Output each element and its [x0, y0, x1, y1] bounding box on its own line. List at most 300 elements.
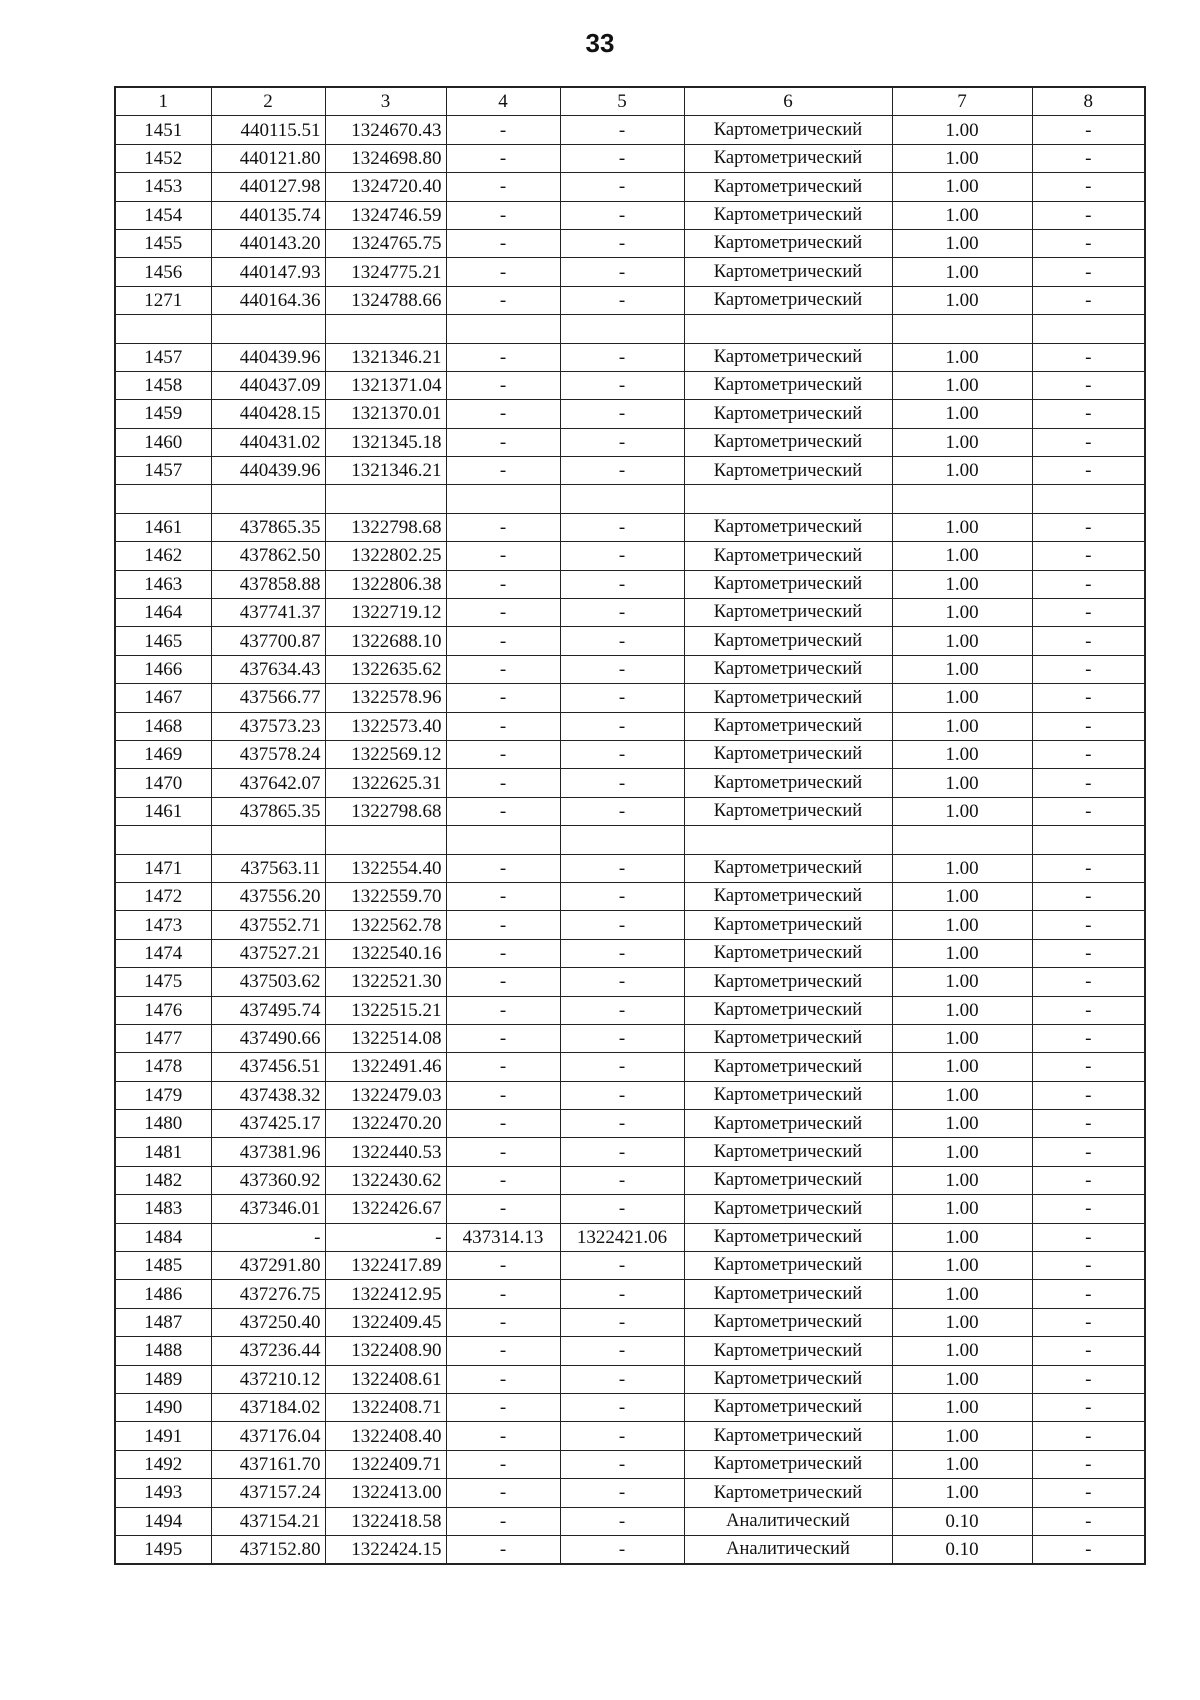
cell-col-3: 1322802.25: [325, 542, 446, 570]
column-header-2: 2: [211, 87, 325, 116]
cell-col-4: -: [446, 968, 560, 996]
cell-col-6: Картометрический: [684, 371, 892, 399]
cell-col-7: 1.00: [892, 599, 1032, 627]
cell-col-8: -: [1032, 229, 1145, 257]
cell-col-8: -: [1032, 1138, 1145, 1166]
cell-col-4: -: [446, 1280, 560, 1308]
cell-col-8: -: [1032, 371, 1145, 399]
table-row: [115, 627, 1145, 655]
cell-col-7: 0.10: [892, 1535, 1032, 1564]
cell-col-3: 1324788.66: [325, 286, 446, 314]
cell-col-3: 1322578.96: [325, 684, 446, 712]
cell-col-7: 1.00: [892, 1365, 1032, 1393]
cell-col-8: -: [1032, 627, 1145, 655]
cell-col-7: 1.00: [892, 258, 1032, 286]
separator-row: [115, 485, 1145, 513]
cell-col-3: [325, 826, 446, 854]
cell-col-5: -: [560, 542, 684, 570]
cell-col-3: 1322413.00: [325, 1479, 446, 1507]
cell-col-8: -: [1032, 343, 1145, 371]
cell-col-4: -: [446, 599, 560, 627]
cell-col-4: -: [446, 371, 560, 399]
cell-col-1: 1456: [115, 258, 211, 286]
cell-col-6: Картометрический: [684, 428, 892, 456]
table-row: [115, 1110, 1145, 1138]
cell-col-6: Картометрический: [684, 627, 892, 655]
cell-col-2: 437700.87: [211, 627, 325, 655]
cell-col-4: -: [446, 201, 560, 229]
cell-col-1: 1460: [115, 428, 211, 456]
cell-col-7: 1.00: [892, 1308, 1032, 1336]
cell-col-2: 440143.20: [211, 229, 325, 257]
column-header-1: 1: [115, 87, 211, 116]
cell-col-8: -: [1032, 513, 1145, 541]
cell-col-2: 437573.23: [211, 712, 325, 740]
table-row: [115, 1081, 1145, 1109]
cell-col-6: Картометрический: [684, 996, 892, 1024]
cell-col-3: 1321371.04: [325, 371, 446, 399]
table-row: [115, 1365, 1145, 1393]
cell-col-8: -: [1032, 428, 1145, 456]
cell-col-4: -: [446, 882, 560, 910]
cell-col-6: Картометрический: [684, 1024, 892, 1052]
cell-col-7: 1.00: [892, 968, 1032, 996]
cell-col-7: 1.00: [892, 201, 1032, 229]
table-row: [115, 655, 1145, 683]
cell-col-5: -: [560, 1024, 684, 1052]
cell-col-3: 1322408.71: [325, 1393, 446, 1421]
cell-col-4: -: [446, 1365, 560, 1393]
cell-col-4: -: [446, 712, 560, 740]
cell-col-5: -: [560, 939, 684, 967]
cell-col-2: 437858.88: [211, 570, 325, 598]
cell-col-2: 437210.12: [211, 1365, 325, 1393]
table-row: [115, 229, 1145, 257]
cell-col-8: -: [1032, 712, 1145, 740]
cell-col-6: Аналитический: [684, 1535, 892, 1564]
cell-col-3: 1322491.46: [325, 1053, 446, 1081]
table-row: [115, 911, 1145, 939]
cell-col-1: [115, 485, 211, 513]
cell-col-7: 1.00: [892, 1280, 1032, 1308]
cell-col-6: Картометрический: [684, 1365, 892, 1393]
cell-col-8: -: [1032, 740, 1145, 768]
cell-col-6: Картометрический: [684, 286, 892, 314]
cell-col-5: -: [560, 797, 684, 825]
cell-col-6: Картометрический: [684, 1450, 892, 1478]
cell-col-1: 1451: [115, 116, 211, 144]
table-row: [115, 1024, 1145, 1052]
cell-col-6: Картометрический: [684, 570, 892, 598]
cell-col-4: -: [446, 428, 560, 456]
cell-col-3: 1324746.59: [325, 201, 446, 229]
cell-col-5: -: [560, 627, 684, 655]
cell-col-7: 1.00: [892, 740, 1032, 768]
cell-col-3: 1322408.40: [325, 1422, 446, 1450]
cell-col-1: 1475: [115, 968, 211, 996]
cell-col-2: 440115.51: [211, 116, 325, 144]
table-row: [115, 1138, 1145, 1166]
cell-col-4: -: [446, 684, 560, 712]
cell-col-8: -: [1032, 201, 1145, 229]
cell-col-7: 1.00: [892, 457, 1032, 485]
cell-col-7: [892, 826, 1032, 854]
cell-col-3: 1322719.12: [325, 599, 446, 627]
cell-col-5: -: [560, 1479, 684, 1507]
cell-col-6: Картометрический: [684, 201, 892, 229]
cell-col-1: 1489: [115, 1365, 211, 1393]
cell-col-8: -: [1032, 1081, 1145, 1109]
cell-col-8: -: [1032, 1308, 1145, 1336]
cell-col-6: Картометрический: [684, 343, 892, 371]
cell-col-1: 1455: [115, 229, 211, 257]
cell-col-7: 1.00: [892, 1053, 1032, 1081]
cell-col-6: Картометрический: [684, 229, 892, 257]
page-number: 33: [585, 28, 615, 58]
cell-col-4: -: [446, 173, 560, 201]
cell-col-6: Картометрический: [684, 1308, 892, 1336]
table-row: [115, 1479, 1145, 1507]
cell-col-5: [560, 485, 684, 513]
cell-col-5: -: [560, 1535, 684, 1564]
cell-col-6: Картометрический: [684, 1081, 892, 1109]
cell-col-7: 1.00: [892, 911, 1032, 939]
cell-col-1: 1494: [115, 1507, 211, 1535]
cell-col-7: 1.00: [892, 996, 1032, 1024]
cell-col-1: 1469: [115, 740, 211, 768]
cell-col-1: 1452: [115, 144, 211, 172]
cell-col-1: 1465: [115, 627, 211, 655]
cell-col-5: -: [560, 400, 684, 428]
cell-col-7: 1.00: [892, 229, 1032, 257]
cell-col-3: 1322625.31: [325, 769, 446, 797]
table-row: [115, 1252, 1145, 1280]
cell-col-2: 437552.71: [211, 911, 325, 939]
cell-col-4: -: [446, 1053, 560, 1081]
cell-col-7: 1.00: [892, 173, 1032, 201]
cell-col-8: -: [1032, 968, 1145, 996]
cell-col-6: Картометрический: [684, 1422, 892, 1450]
cell-col-1: 1453: [115, 173, 211, 201]
cell-col-6: Картометрический: [684, 1223, 892, 1251]
table-row: [115, 542, 1145, 570]
cell-col-8: -: [1032, 684, 1145, 712]
cell-col-4: -: [446, 1110, 560, 1138]
cell-col-3: 1322408.90: [325, 1337, 446, 1365]
cell-col-5: -: [560, 428, 684, 456]
cell-col-2: 437456.51: [211, 1053, 325, 1081]
cell-col-3: 1322806.38: [325, 570, 446, 598]
cell-col-2: 437425.17: [211, 1110, 325, 1138]
cell-col-4: -: [446, 343, 560, 371]
cell-col-3: 1321345.18: [325, 428, 446, 456]
cell-col-1: 1470: [115, 769, 211, 797]
cell-col-8: -: [1032, 1450, 1145, 1478]
cell-col-3: 1322430.62: [325, 1166, 446, 1194]
cell-col-2: 437291.80: [211, 1252, 325, 1280]
table-row: [115, 116, 1145, 144]
table-row: [115, 513, 1145, 541]
cell-col-6: Картометрический: [684, 1280, 892, 1308]
cell-col-4: -: [446, 1308, 560, 1336]
cell-col-4: [446, 315, 560, 343]
cell-col-6: [684, 315, 892, 343]
table-row: [115, 1195, 1145, 1223]
cell-col-5: -: [560, 655, 684, 683]
cell-col-2: 437642.07: [211, 769, 325, 797]
cell-col-8: -: [1032, 797, 1145, 825]
cell-col-8: [1032, 826, 1145, 854]
table-row: [115, 1308, 1145, 1336]
cell-col-2: 437161.70: [211, 1450, 325, 1478]
cell-col-3: 1324720.40: [325, 173, 446, 201]
cell-col-5: -: [560, 1337, 684, 1365]
cell-col-5: -: [560, 343, 684, 371]
cell-col-6: Картометрический: [684, 1110, 892, 1138]
cell-col-4: -: [446, 1337, 560, 1365]
cell-col-1: 1473: [115, 911, 211, 939]
column-header-8: 8: [1032, 87, 1145, 116]
table-body: [115, 116, 1145, 1564]
cell-col-4: -: [446, 1081, 560, 1109]
cell-col-5: -: [560, 1110, 684, 1138]
separator-row: [115, 826, 1145, 854]
cell-col-2: 437250.40: [211, 1308, 325, 1336]
table-row: [115, 1053, 1145, 1081]
cell-col-1: [115, 826, 211, 854]
cell-col-3: 1321370.01: [325, 400, 446, 428]
cell-col-6: Картометрический: [684, 797, 892, 825]
cell-col-2: 440439.96: [211, 457, 325, 485]
cell-col-8: -: [1032, 882, 1145, 910]
cell-col-6: Картометрический: [684, 939, 892, 967]
cell-col-5: -: [560, 258, 684, 286]
cell-col-3: [325, 315, 446, 343]
cell-col-4: -: [446, 769, 560, 797]
cell-col-2: 437381.96: [211, 1138, 325, 1166]
cell-col-8: -: [1032, 570, 1145, 598]
cell-col-8: -: [1032, 655, 1145, 683]
cell-col-4: -: [446, 144, 560, 172]
cell-col-6: Картометрический: [684, 882, 892, 910]
cell-col-6: Картометрический: [684, 1479, 892, 1507]
cell-col-5: -: [560, 1195, 684, 1223]
cell-col-3: -: [325, 1223, 446, 1251]
cell-col-3: 1322409.45: [325, 1308, 446, 1336]
cell-col-8: -: [1032, 1053, 1145, 1081]
cell-col-6: Картометрический: [684, 1053, 892, 1081]
cell-col-6: Картометрический: [684, 599, 892, 627]
cell-col-4: -: [446, 513, 560, 541]
table-row: [115, 173, 1145, 201]
cell-col-5: -: [560, 229, 684, 257]
table-row: [115, 1337, 1145, 1365]
table-row: [115, 1507, 1145, 1535]
cell-col-5: -: [560, 712, 684, 740]
cell-col-8: -: [1032, 400, 1145, 428]
cell-col-6: Картометрический: [684, 457, 892, 485]
cell-col-8: -: [1032, 542, 1145, 570]
cell-col-1: 1479: [115, 1081, 211, 1109]
cell-col-4: -: [446, 1535, 560, 1564]
cell-col-7: 1.00: [892, 400, 1032, 428]
cell-col-1: 1485: [115, 1252, 211, 1280]
cell-col-1: 1471: [115, 854, 211, 882]
table-row: [115, 769, 1145, 797]
cell-col-1: 1478: [115, 1053, 211, 1081]
cell-col-7: 1.00: [892, 570, 1032, 598]
cell-col-7: 1.00: [892, 542, 1032, 570]
cell-col-6: Картометрический: [684, 1166, 892, 1194]
cell-col-7: 1.00: [892, 286, 1032, 314]
cell-col-8: -: [1032, 1280, 1145, 1308]
cell-col-3: 1322409.71: [325, 1450, 446, 1478]
cell-col-7: 1.00: [892, 1138, 1032, 1166]
column-header-4: 4: [446, 87, 560, 116]
cell-col-2: 437862.50: [211, 542, 325, 570]
cell-col-7: 1.00: [892, 939, 1032, 967]
table-row: [115, 1280, 1145, 1308]
cell-col-5: -: [560, 1138, 684, 1166]
cell-col-5: 1322421.06: [560, 1223, 684, 1251]
cell-col-4: [446, 485, 560, 513]
table-row: [115, 968, 1145, 996]
cell-col-4: -: [446, 1393, 560, 1421]
cell-col-5: -: [560, 1365, 684, 1393]
cell-col-4: -: [446, 286, 560, 314]
table-row: [115, 371, 1145, 399]
cell-col-4: 437314.13: [446, 1223, 560, 1251]
table-row: [115, 400, 1145, 428]
cell-col-8: [1032, 315, 1145, 343]
cell-col-4: -: [446, 996, 560, 1024]
cell-col-2: 440437.09: [211, 371, 325, 399]
cell-col-3: 1324698.80: [325, 144, 446, 172]
cell-col-8: -: [1032, 1024, 1145, 1052]
cell-col-7: 1.00: [892, 684, 1032, 712]
cell-col-1: 1481: [115, 1138, 211, 1166]
cell-col-8: -: [1032, 1507, 1145, 1535]
table-row: [115, 684, 1145, 712]
cell-col-3: 1322426.67: [325, 1195, 446, 1223]
cell-col-1: 1472: [115, 882, 211, 910]
cell-col-1: 1454: [115, 201, 211, 229]
cell-col-5: -: [560, 286, 684, 314]
cell-col-7: 1.00: [892, 1337, 1032, 1365]
cell-col-3: 1322688.10: [325, 627, 446, 655]
column-header-3: 3: [325, 87, 446, 116]
cell-col-6: Аналитический: [684, 1507, 892, 1535]
cell-col-5: -: [560, 740, 684, 768]
cell-col-7: 1.00: [892, 343, 1032, 371]
cell-col-4: -: [446, 1450, 560, 1478]
cell-col-2: 437865.35: [211, 797, 325, 825]
cell-col-6: Картометрический: [684, 1138, 892, 1166]
cell-col-5: -: [560, 513, 684, 541]
cell-col-8: -: [1032, 258, 1145, 286]
cell-col-1: 1464: [115, 599, 211, 627]
cell-col-8: -: [1032, 854, 1145, 882]
cell-col-1: 1467: [115, 684, 211, 712]
cell-col-4: -: [446, 1195, 560, 1223]
cell-col-6: [684, 485, 892, 513]
cell-col-8: -: [1032, 173, 1145, 201]
cell-col-1: 1480: [115, 1110, 211, 1138]
cell-col-5: [560, 315, 684, 343]
cell-col-4: -: [446, 1479, 560, 1507]
cell-col-3: 1322635.62: [325, 655, 446, 683]
cell-col-7: 1.00: [892, 1450, 1032, 1478]
cell-col-6: Картометрический: [684, 116, 892, 144]
cell-col-5: -: [560, 1422, 684, 1450]
cell-col-2: 437865.35: [211, 513, 325, 541]
cell-col-1: 1493: [115, 1479, 211, 1507]
cell-col-2: 437236.44: [211, 1337, 325, 1365]
cell-col-2: 437490.66: [211, 1024, 325, 1052]
cell-col-2: 440439.96: [211, 343, 325, 371]
cell-col-5: -: [560, 1507, 684, 1535]
cell-col-7: 0.10: [892, 1507, 1032, 1535]
cell-col-8: -: [1032, 1393, 1145, 1421]
cell-col-3: 1322798.68: [325, 797, 446, 825]
cell-col-7: 1.00: [892, 1393, 1032, 1421]
cell-col-1: 1483: [115, 1195, 211, 1223]
cell-col-2: 437495.74: [211, 996, 325, 1024]
table-row: [115, 599, 1145, 627]
table-row: [115, 343, 1145, 371]
cell-col-3: 1322412.95: [325, 1280, 446, 1308]
cell-col-8: -: [1032, 1223, 1145, 1251]
cell-col-7: 1.00: [892, 1024, 1032, 1052]
cell-col-6: Картометрический: [684, 740, 892, 768]
cell-col-6: Картометрический: [684, 1252, 892, 1280]
cell-col-6: Картометрический: [684, 513, 892, 541]
table-row: [115, 144, 1145, 172]
cell-col-4: -: [446, 854, 560, 882]
cell-col-6: Картометрический: [684, 684, 892, 712]
cell-col-1: [115, 315, 211, 343]
cell-col-6: Картометрический: [684, 968, 892, 996]
cell-col-8: -: [1032, 1422, 1145, 1450]
cell-col-1: 1476: [115, 996, 211, 1024]
cell-col-5: -: [560, 968, 684, 996]
cell-col-8: -: [1032, 1252, 1145, 1280]
table-row: [115, 996, 1145, 1024]
table-row: [115, 854, 1145, 882]
cell-col-2: 437346.01: [211, 1195, 325, 1223]
cell-col-5: -: [560, 599, 684, 627]
cell-col-7: 1.00: [892, 712, 1032, 740]
cell-col-5: -: [560, 684, 684, 712]
cell-col-7: [892, 485, 1032, 513]
table-row: [115, 1393, 1145, 1421]
cell-col-5: -: [560, 1081, 684, 1109]
cell-col-6: Картометрический: [684, 258, 892, 286]
cell-col-1: 1461: [115, 513, 211, 541]
cell-col-7: 1.00: [892, 116, 1032, 144]
cell-col-8: -: [1032, 1337, 1145, 1365]
separator-row: [115, 315, 1145, 343]
cell-col-7: 1.00: [892, 797, 1032, 825]
cell-col-5: -: [560, 1393, 684, 1421]
cell-col-1: 1457: [115, 457, 211, 485]
cell-col-2: -: [211, 1223, 325, 1251]
cell-col-5: -: [560, 996, 684, 1024]
cell-col-4: -: [446, 400, 560, 428]
cell-col-2: 437578.24: [211, 740, 325, 768]
cell-col-6: Картометрический: [684, 911, 892, 939]
table-row: [115, 740, 1145, 768]
